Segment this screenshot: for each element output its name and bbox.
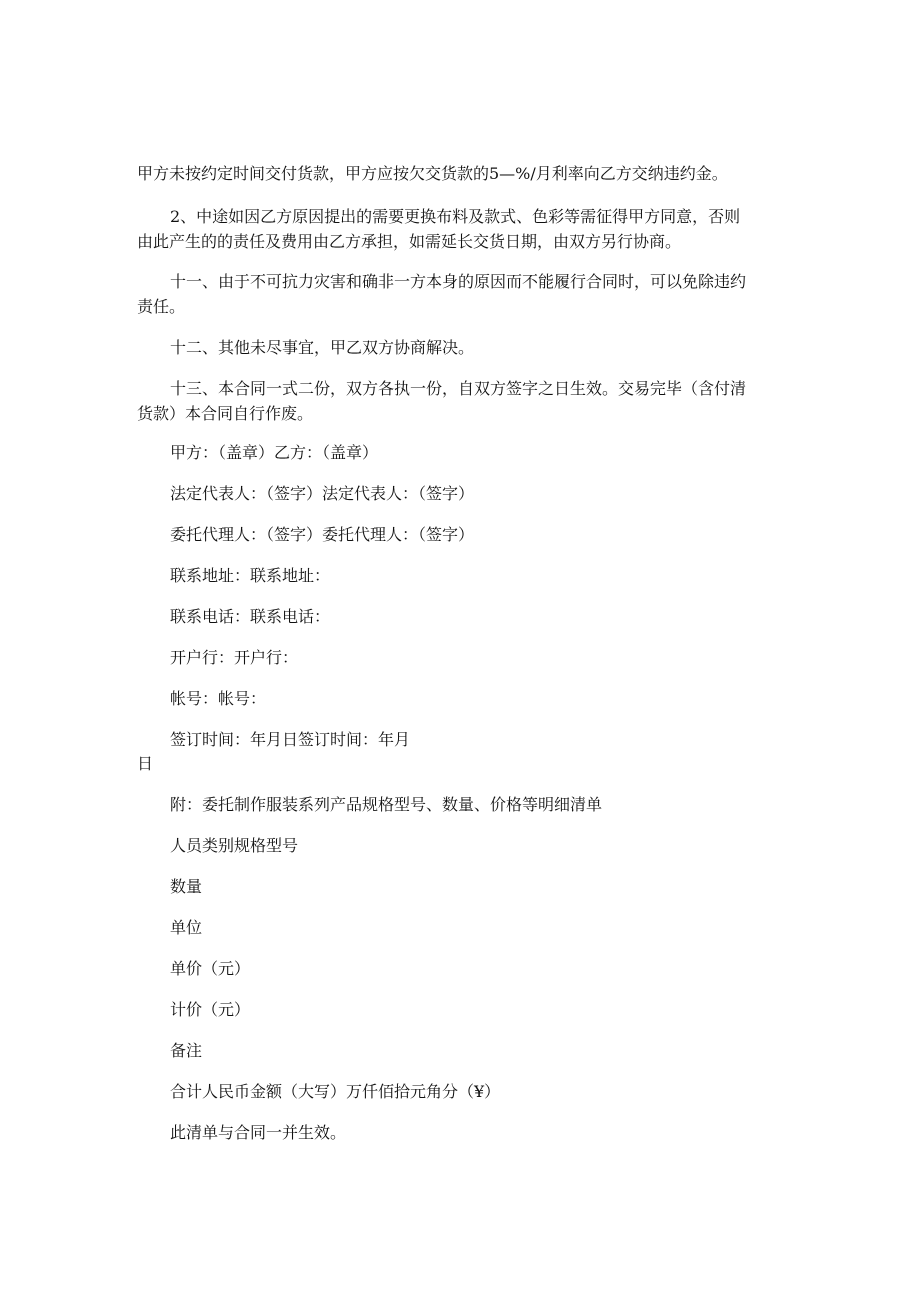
text-line-clause-13a: 十三、本合同一式二份，双方各执一份，自双方签字之日生效。交易完毕（含付清 (170, 379, 747, 398)
text-line-legal-rep: 法定代表人：（签字）法定代表人：（签字） (170, 484, 475, 503)
text-line-address: 联系地址：联系地址： (170, 566, 331, 585)
text-line-quantity: 数量 (170, 877, 203, 896)
text-line-party-seals: 甲方：（盖章）乙方：（盖章） (170, 443, 379, 462)
text-line-unit-price: 单价（元） (170, 959, 251, 978)
text-line-clause-11b: 责任。 (137, 297, 186, 316)
text-line-phone: 联系电话：联系电话： (170, 607, 331, 626)
text-line-penalty: 甲方未按约定时间交付货款，甲方应按欠交货款的5—%/月利率向乙方交纳违约金。 (137, 164, 728, 183)
text-line-total-price: 计价（元） (170, 1000, 251, 1019)
text-line-clause-2b: 由此产生的的责任及费用由乙方承担，如需延长交货日期，由双方另行协商。 (137, 232, 682, 251)
text-line-clause-2a: 2、中途如因乙方原因提出的需要更换布料及款式、色彩等需征得甲方同意，否则 (170, 207, 741, 226)
text-line-unit: 单位 (170, 918, 203, 937)
text-line-clause-13b: 货款）本合同自行作废。 (137, 404, 314, 423)
text-line-sign-date-b: 日 (137, 754, 154, 773)
text-line-clause-11a: 十一、由于不可抗力灾害和确非一方本身的原因而不能履行合同时，可以免除违约 (170, 272, 747, 291)
text-line-bank: 开户行：开户行： (170, 648, 299, 667)
text-line-remarks: 备注 (170, 1041, 203, 1060)
text-line-clause-12: 十二、其他未尽事宜，甲乙双方协商解决。 (170, 338, 475, 357)
text-line-sign-date-a: 签订时间：年月日签订时间：年月 (170, 730, 411, 749)
text-line-total-amount: 合计人民币金额（大写）万仟佰拾元角分（¥） (170, 1082, 501, 1101)
text-line-category: 人员类别规格型号 (170, 836, 299, 855)
text-line-effective: 此清单与合同一并生效。 (170, 1123, 347, 1142)
text-line-account: 帐号：帐号： (170, 689, 267, 708)
text-line-agent: 委托代理人：（签字）委托代理人：（签字） (170, 525, 475, 544)
text-line-attachment-title: 附：委托制作服装系列产品规格型号、数量、价格等明细清单 (170, 795, 603, 814)
